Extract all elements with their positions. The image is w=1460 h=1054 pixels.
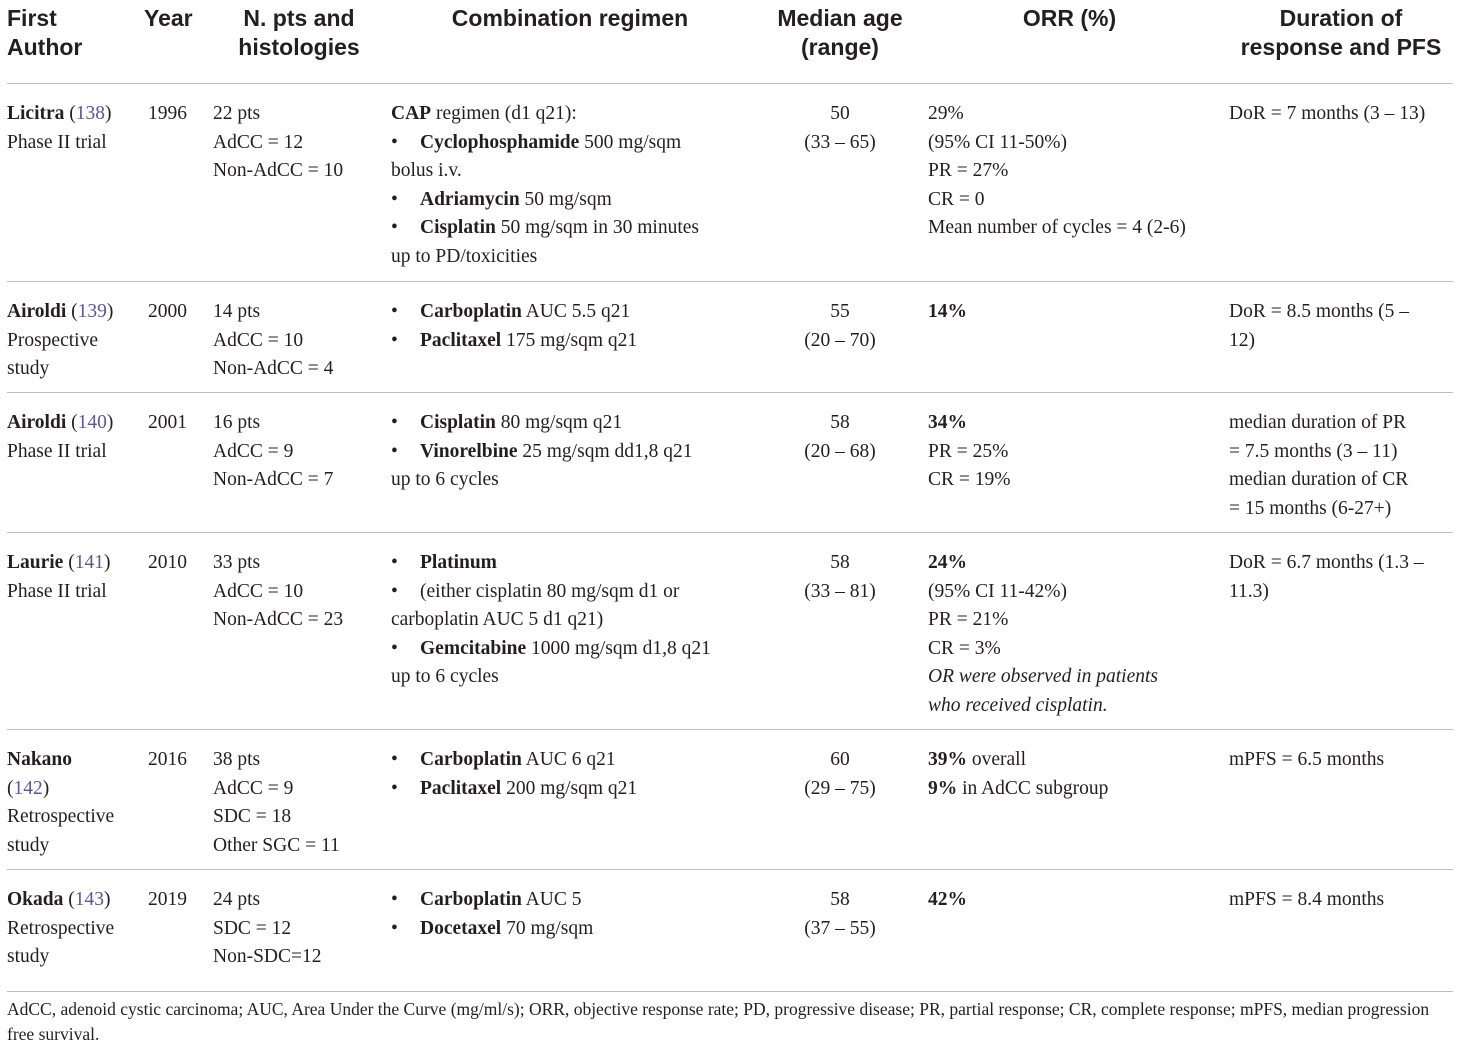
cell-year: 2000 — [148, 301, 187, 322]
cell-regimen: • Cisplatin 80 mg/sqm q21 • Vinorelbine 25 mg/sqm dd1,8 q21 up to 6 cycles — [391, 409, 761, 495]
cell-author: Okada (143) Retrospective study — [7, 889, 115, 968]
reference-link[interactable]: 140 — [77, 412, 107, 433]
cell-duration: DoR = 6.7 months (1.3 – 11.3) — [1229, 552, 1424, 602]
cell-pts: 22 pts AdCC = 12 Non-AdCC = 10 — [213, 103, 344, 182]
cell-pts: 38 pts AdCC = 9 SDC = 18 Other SGC = 11 — [213, 749, 340, 856]
cell-pts: 16 pts AdCC = 9 Non-AdCC = 7 — [213, 412, 334, 491]
cell-year: 1996 — [148, 103, 187, 124]
cell-year: 2019 — [148, 889, 187, 910]
col-header-orr: ORR (%) — [1022, 5, 1117, 31]
reference-link[interactable]: 139 — [77, 301, 107, 322]
table-footnote: AdCC, adenoid cystic carcinoma; AUC, Area Under the Curve (mg/ml/s); ORR, objective response rate; PD, progressive disease; PR, partial response; CR, complete response; mPFS, median progression free survival. — [7, 999, 1430, 1044]
cell-duration: mPFS = 8.4 months — [1229, 889, 1385, 910]
col-header-regimen: Combination regimen — [451, 5, 689, 31]
table-row — [7, 730, 1453, 870]
cell-pts: 24 pts SDC = 12 Non-SDC=12 — [213, 889, 322, 968]
cell-duration: DoR = 7 months (3 – 13) — [1229, 103, 1426, 124]
cell-orr: 24% (95% CI 11-42%) PR = 21% CR = 3% OR were observed in patients who received cisplatin. — [928, 552, 1158, 716]
cell-year: 2001 — [148, 412, 187, 433]
cell-regimen: CAP regimen (d1 q21): • Cyclophosphamide 500 mg/sqm bolus i.v. • Adriamycin 50 mg/sqm • Cisplatin 50 mg/sqm in 30 minutes up to PD/toxicities — [391, 103, 699, 267]
col-header-year: Year — [144, 5, 193, 31]
table-row — [7, 870, 1453, 992]
regimen-table — [7, 0, 1453, 992]
table-row — [7, 84, 1453, 282]
cell-duration: DoR = 8.5 months (5 – 12) — [1229, 301, 1410, 351]
reference-link[interactable]: 141 — [74, 552, 104, 573]
reference-link[interactable]: 143 — [74, 889, 104, 910]
bullet: • — [391, 131, 398, 153]
cell-orr: 34% PR = 25% CR = 19% — [928, 412, 1011, 491]
col-header-median-age: Median age (range) — [777, 5, 903, 60]
reference-link[interactable]: 138 — [75, 103, 106, 124]
bullet: • — [391, 412, 398, 433]
bullet: • — [391, 637, 398, 659]
cell-author: Laurie (141) Phase II trial — [7, 552, 111, 602]
table-header — [7, 0, 1453, 84]
cell-pts: 33 pts AdCC = 10 Non-AdCC = 23 — [213, 552, 344, 631]
cell-duration: median duration of PR = 7.5 months (3 – 11) median duration of CR = 15 months (6-27+) — [1229, 412, 1409, 519]
bullet: • — [391, 440, 398, 462]
bullet: • — [391, 580, 398, 602]
cell-duration: mPFS = 6.5 months — [1229, 749, 1385, 770]
cell-author: Airoldi (140) Phase II trial — [7, 412, 114, 462]
col-header-pts: N. pts and histologies — [238, 5, 360, 60]
cell-author: Airoldi (139) Prospective study — [7, 301, 114, 380]
cell-median-age: 58 (37 – 55) — [804, 889, 876, 939]
cell-regimen: • Carboplatin AUC 5.5 q21 • Paclitaxel 175 mg/sqm q21 — [391, 298, 761, 355]
bullet: • — [391, 917, 398, 939]
cell-author: Licitra (138) Phase II trial — [7, 103, 112, 153]
table-row — [7, 393, 1453, 533]
cell-regimen: • Carboplatin AUC 6 q21 • Paclitaxel 200 mg/sqm q21 — [391, 746, 761, 803]
bullet: • — [391, 552, 398, 573]
cell-year: 2010 — [148, 552, 187, 573]
bullet: • — [391, 301, 398, 322]
cell-orr: 39% overall 9% in AdCC subgroup — [928, 749, 1109, 799]
bullet: • — [391, 188, 398, 210]
cell-median-age: 58 (33 – 81) — [804, 552, 876, 602]
cell-median-age: 50 (33 – 65) — [804, 103, 876, 153]
col-header-first-author: First Author — [7, 5, 83, 60]
cell-median-age: 55 (20 – 70) — [804, 301, 876, 351]
bullet: • — [391, 777, 398, 799]
cell-orr: 29% (95% CI 11-50%) PR = 27% CR = 0 Mean number of cycles = 4 (2-6) — [928, 103, 1186, 239]
table-row — [7, 533, 1453, 730]
cell-year: 2016 — [148, 749, 187, 770]
cell-orr: 14% — [928, 301, 967, 322]
bullet: • — [391, 749, 398, 770]
cell-median-age: 60 (29 – 75) — [804, 749, 876, 799]
table-row — [7, 282, 1453, 393]
cell-orr: 42% — [928, 889, 967, 910]
bullet: • — [391, 217, 398, 239]
bullet: • — [391, 889, 398, 910]
cell-median-age: 58 (20 – 68) — [804, 412, 876, 462]
cell-regimen: • Platinum • (either cisplatin 80 mg/sqm d1 or carboplatin AUC 5 d1 q21) • Gemcitabine 1000 mg/sqm d1,8 q21 up to 6 cycles — [391, 549, 761, 692]
cell-pts: 14 pts AdCC = 10 Non-AdCC = 4 — [213, 301, 334, 380]
col-header-duration: Duration of response and PFS — [1240, 5, 1442, 60]
cell-author: Nakano (142) Retrospective study — [7, 749, 115, 856]
cell-regimen: • Carboplatin AUC 5 • Docetaxel 70 mg/sqm — [391, 886, 761, 943]
reference-link[interactable]: 142 — [13, 777, 43, 799]
bullet: • — [391, 329, 398, 351]
